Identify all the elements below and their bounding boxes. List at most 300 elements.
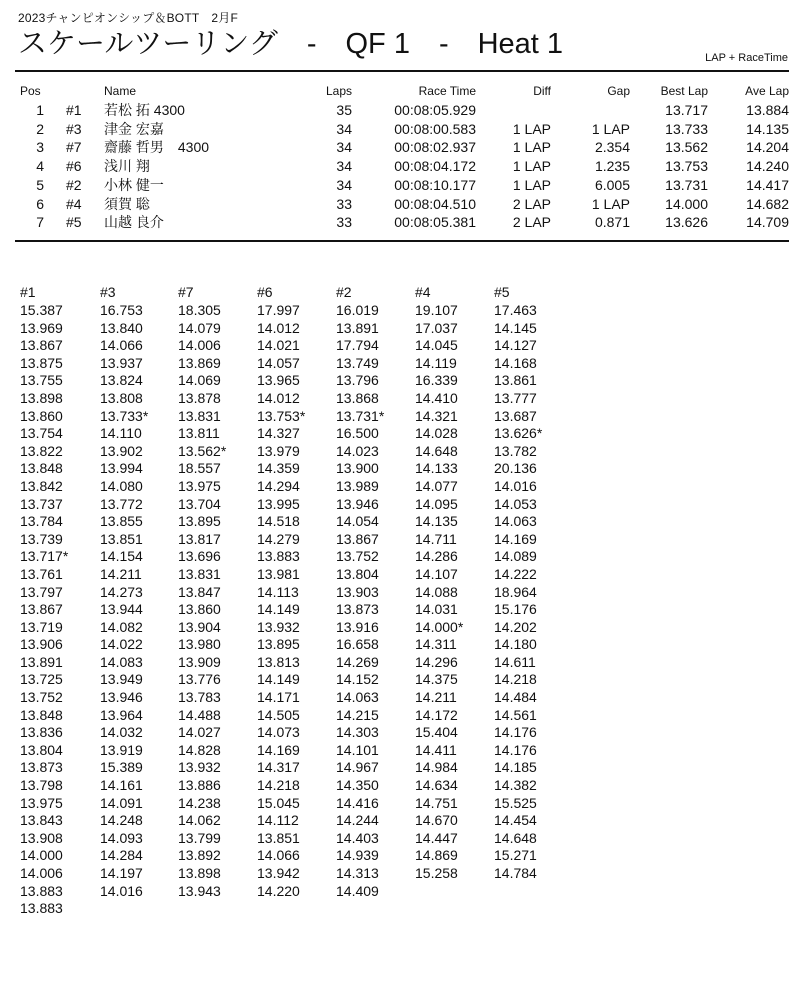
- lap-time: 14.416: [336, 794, 379, 811]
- result-car-number: #4: [66, 195, 82, 212]
- lap-time: 14.350: [336, 777, 379, 794]
- result-ave-lap: 14.204: [746, 139, 789, 156]
- lap-time: 13.965: [257, 372, 300, 389]
- result-ave-lap: 14.240: [746, 158, 789, 175]
- lap-time: 13.946: [336, 495, 379, 512]
- lap-time: 14.000: [20, 847, 63, 864]
- lap-column: [336, 302, 384, 900]
- lap-time: 13.861: [494, 372, 537, 389]
- lap-time: 16.658: [336, 636, 379, 653]
- result-race-time: 00:08:00.583: [394, 120, 476, 137]
- lap-time: 14.238: [178, 794, 221, 811]
- lap-time: 13.799: [178, 829, 221, 846]
- lap-time: 13.752: [336, 548, 379, 565]
- lap-column-header: #4: [415, 284, 431, 300]
- result-laps: 33: [336, 214, 352, 231]
- lap-time: 14.634: [415, 777, 458, 794]
- result-driver-name: 津金 宏嘉: [104, 120, 164, 137]
- lap-time: 13.731*: [336, 407, 385, 424]
- page-title: スケールツーリング - QF 1 - Heat 1: [18, 28, 564, 60]
- lap-time: 13.932: [257, 618, 300, 635]
- lap-time: 14.080: [100, 477, 143, 494]
- lap-time: 13.946: [100, 689, 143, 706]
- lap-time: 13.719: [20, 618, 63, 635]
- lap-time: 13.875: [20, 354, 63, 371]
- lap-time: 14.403: [336, 829, 379, 846]
- lap-time: 14.149: [257, 601, 300, 618]
- lap-time: 14.021: [257, 337, 300, 354]
- lap-time: 14.091: [100, 794, 143, 811]
- lap-time: 14.088: [415, 583, 458, 600]
- result-laps: 34: [336, 158, 352, 175]
- lap-time: 13.891: [336, 319, 379, 336]
- lap-time: 13.964: [100, 706, 143, 723]
- lap-time: 13.979: [257, 442, 300, 459]
- lap-time: 14.359: [257, 460, 300, 477]
- lap-time: 14.119: [415, 354, 457, 371]
- lap-time: 14.505: [257, 706, 300, 723]
- lap-time: 13.782: [494, 442, 537, 459]
- lap-time: 13.944: [100, 601, 143, 618]
- lap-time: 14.031: [415, 601, 458, 618]
- lap-time: 14.375: [415, 671, 458, 688]
- lap-time: 13.909: [178, 653, 221, 670]
- lap-time: 13.808: [100, 389, 143, 406]
- lap-time: 13.904: [178, 618, 221, 635]
- lap-time: 14.869: [415, 847, 458, 864]
- lap-time: 14.063: [494, 513, 537, 530]
- lap-time: 13.903: [336, 583, 379, 600]
- lap-time: 13.902: [100, 442, 143, 459]
- lap-time: 14.222: [494, 565, 537, 582]
- result-pos: 1: [36, 102, 44, 118]
- lap-time: 14.161: [100, 777, 143, 794]
- lap-column-header: #7: [178, 284, 194, 300]
- lap-time: 13.704: [178, 495, 221, 512]
- lap-time: 14.215: [336, 706, 379, 723]
- lap-time: 13.891: [20, 653, 63, 670]
- result-car-number: #5: [66, 214, 82, 231]
- result-race-time: 00:08:05.929: [394, 102, 476, 118]
- lap-time: 14.022: [100, 636, 143, 653]
- lap-time: 15.271: [494, 847, 537, 864]
- lap-time: 14.202: [494, 618, 537, 635]
- lap-time: 13.867: [20, 601, 63, 618]
- lap-time: 13.883: [20, 882, 63, 899]
- lap-time: 14.211: [415, 689, 457, 706]
- lap-time: 14.127: [494, 337, 537, 354]
- result-ave-lap: 14.682: [746, 195, 789, 212]
- lap-time: 14.382: [494, 777, 537, 794]
- lap-column: [100, 302, 148, 900]
- lap-time: 13.868: [336, 389, 379, 406]
- result-ave-lap: 14.709: [746, 214, 789, 231]
- lap-time: 13.840: [100, 319, 143, 336]
- lap-time: 13.989: [336, 477, 379, 494]
- lap-time: 13.851: [100, 530, 143, 547]
- lap-time: 13.811: [178, 425, 220, 442]
- result-gap: 6.005: [594, 176, 630, 193]
- lap-time: 13.822: [20, 442, 63, 459]
- result-diff: 1 LAP: [512, 139, 551, 156]
- lap-time: 18.557: [178, 460, 221, 477]
- result-diff: 1 LAP: [512, 158, 551, 175]
- lap-time: 13.784: [20, 513, 63, 530]
- result-ave-lap: 13.884: [746, 102, 789, 118]
- lap-time: 13.753*: [257, 407, 306, 424]
- lap-time: 14.171: [257, 689, 300, 706]
- lap-time: 13.867: [336, 530, 379, 547]
- col-header-gap: Gap: [607, 84, 630, 98]
- result-diff: 1 LAP: [512, 176, 551, 193]
- lap-time: 16.753: [100, 302, 143, 318]
- lap-time: 14.107: [415, 565, 458, 582]
- lap-time: 15.389: [100, 759, 143, 776]
- lap-time: 14.313: [336, 865, 379, 881]
- lap-time: 14.073: [257, 724, 300, 741]
- result-driver-name: 齋藤 哲男 4300: [104, 139, 210, 156]
- lap-time: 14.176: [494, 741, 537, 758]
- lap-column-header: #2: [336, 284, 352, 300]
- lap-column: [178, 302, 226, 900]
- result-pos: 6: [36, 195, 44, 212]
- lap-column: [257, 302, 305, 900]
- lap-time: 14.317: [257, 759, 300, 776]
- lap-time: 13.796: [336, 372, 379, 389]
- lap-time: 13.831: [178, 565, 221, 582]
- lap-time: 14.244: [336, 812, 379, 829]
- lap-time: 13.860: [20, 407, 63, 424]
- lap-time: 19.107: [415, 302, 458, 318]
- lap-time: 14.169: [494, 530, 537, 547]
- lap-time: 13.906: [20, 636, 63, 653]
- lap-time: 14.409: [336, 882, 379, 899]
- lap-time: 14.670: [415, 812, 458, 829]
- result-gap: 1.235: [594, 158, 630, 175]
- lap-time: 17.997: [257, 302, 300, 318]
- col-header-race-time: Race Time: [418, 84, 476, 98]
- result-car-number: #6: [66, 158, 82, 175]
- lap-time: 14.411: [415, 741, 457, 758]
- lap-time: 13.754: [20, 425, 63, 442]
- lap-time: 13.943: [178, 882, 221, 899]
- lap-time: 14.172: [415, 706, 458, 723]
- result-laps: 35: [336, 102, 352, 118]
- lap-time: 14.176: [494, 724, 537, 741]
- col-header-laps: Laps: [325, 84, 352, 98]
- lap-time: 13.798: [20, 777, 63, 794]
- lap-time: 13.892: [178, 847, 221, 864]
- lap-time: 14.016: [494, 477, 537, 494]
- title-mode-label: LAP + RaceTime: [705, 52, 788, 64]
- lap-column-header: #5: [494, 284, 510, 300]
- lap-time: 13.813: [257, 653, 300, 670]
- result-gap: 1 LAP: [591, 120, 630, 137]
- lap-time: 14.112: [257, 812, 299, 829]
- lap-time: 14.327: [257, 425, 300, 442]
- lap-time: 17.463: [494, 302, 537, 318]
- lap-time: 14.984: [415, 759, 458, 776]
- lap-time: 14.321: [415, 407, 458, 424]
- lap-time: 14.211: [100, 565, 142, 582]
- lap-time: 14.135: [415, 513, 458, 530]
- lap-time: 13.895: [257, 636, 300, 653]
- result-pos: 2: [36, 120, 44, 137]
- lap-time: 13.761: [20, 565, 63, 582]
- lap-time: 13.836: [20, 724, 63, 741]
- lap-time: 13.919: [100, 741, 143, 758]
- result-driver-name: 小林 健一: [104, 176, 164, 193]
- lap-time: 14.083: [100, 653, 143, 670]
- lap-column: [494, 302, 542, 883]
- lap-column-header: #1: [20, 284, 36, 300]
- lap-time: 14.006: [178, 337, 221, 354]
- result-pos: 7: [36, 214, 44, 231]
- lap-time: 16.339: [415, 372, 458, 389]
- lap-time: 14.113: [257, 583, 299, 600]
- lap-time: 13.847: [178, 583, 221, 600]
- lap-time: 13.737: [20, 495, 63, 512]
- result-ave-lap: 14.135: [746, 120, 789, 137]
- lap-time: 16.019: [336, 302, 379, 318]
- lap-time: 14.152: [336, 671, 379, 688]
- lap-time: 13.908: [20, 829, 63, 846]
- lap-time: 13.842: [20, 477, 63, 494]
- result-car-number: #7: [66, 139, 82, 156]
- lap-time: 13.797: [20, 583, 63, 600]
- lap-time: 14.967: [336, 759, 379, 776]
- lap-time: 18.964: [494, 583, 537, 600]
- result-best-lap: 13.717: [665, 102, 708, 118]
- lap-time: 13.696: [178, 548, 221, 565]
- lap-time: 14.053: [494, 495, 537, 512]
- lap-time: 14.066: [257, 847, 300, 864]
- lap-time: 13.749: [336, 354, 379, 371]
- result-driver-name: 若松 拓 4300: [104, 102, 185, 118]
- lap-time: 14.828: [178, 741, 221, 758]
- lap-time: 14.062: [178, 812, 221, 829]
- lap-time: 14.066: [100, 337, 143, 354]
- result-best-lap: 14.000: [665, 195, 708, 212]
- lap-time: 14.269: [336, 653, 379, 670]
- result-race-time: 00:08:02.937: [394, 139, 476, 156]
- lap-time: 13.739: [20, 530, 63, 547]
- result-car-number: #3: [66, 120, 82, 137]
- lap-time: 13.776: [178, 671, 221, 688]
- lap-time: 13.898: [178, 865, 221, 881]
- result-pos: 5: [36, 176, 44, 193]
- lap-time: 13.777: [494, 389, 537, 406]
- lap-time: 16.500: [336, 425, 379, 442]
- lap-time: 13.851: [257, 829, 300, 846]
- lap-time: 13.687: [494, 407, 537, 424]
- lap-time: 14.093: [100, 829, 143, 846]
- result-best-lap: 13.753: [665, 158, 708, 175]
- lap-time: 13.869: [178, 354, 221, 371]
- lap-time: 15.258: [415, 865, 458, 881]
- lap-time: 14.169: [257, 741, 300, 758]
- lap-time: 14.273: [100, 583, 143, 600]
- lap-time: 14.082: [100, 618, 143, 635]
- lap-time: 14.611: [494, 653, 536, 670]
- lap-time: 14.218: [494, 671, 537, 688]
- result-gap: 1 LAP: [591, 195, 630, 212]
- result-laps: 34: [336, 139, 352, 156]
- lap-time: 14.012: [257, 319, 300, 336]
- lap-time: 14.220: [257, 882, 300, 899]
- lap-time: 14.095: [415, 495, 458, 512]
- lap-time: 13.848: [20, 706, 63, 723]
- lap-time: 17.794: [336, 337, 379, 354]
- lap-time: 13.772: [100, 495, 143, 512]
- lap-time: 13.900: [336, 460, 379, 477]
- lap-column-header: #3: [100, 284, 116, 300]
- result-driver-name: 須賀 聡: [104, 195, 150, 212]
- lap-time: 14.110: [100, 425, 142, 442]
- lap-time: 14.028: [415, 425, 458, 442]
- lap-time: 14.447: [415, 829, 458, 846]
- lap-time: 14.296: [415, 653, 458, 670]
- lap-time: 14.286: [415, 548, 458, 565]
- lap-time: 13.867: [20, 337, 63, 354]
- lap-time: 17.037: [415, 319, 458, 336]
- lap-time: 14.197: [100, 865, 143, 881]
- col-header-ave-lap: Ave Lap: [745, 84, 789, 98]
- lap-time: 13.626*: [494, 425, 543, 442]
- result-driver-name: 浅川 翔: [104, 158, 150, 175]
- lap-time: 20.136: [494, 460, 537, 477]
- lap-time: 14.410: [415, 389, 458, 406]
- col-header-name: Name: [104, 84, 137, 98]
- lap-time: 14.079: [178, 319, 221, 336]
- lap-time: 14.311: [415, 636, 457, 653]
- result-best-lap: 13.626: [665, 214, 708, 231]
- lap-time: 13.916: [336, 618, 379, 635]
- lap-time: 14.149: [257, 671, 300, 688]
- lap-time: 13.942: [257, 865, 300, 881]
- result-race-time: 00:08:05.381: [394, 214, 476, 231]
- result-race-time: 00:08:04.172: [394, 158, 476, 175]
- lap-time: 15.045: [257, 794, 300, 811]
- top-rule: [15, 70, 789, 72]
- lap-time: 13.824: [100, 372, 143, 389]
- lap-time: 14.648: [415, 442, 458, 459]
- lap-time: 14.561: [494, 706, 537, 723]
- lap-time: 15.387: [20, 302, 63, 318]
- result-ave-lap: 14.417: [746, 176, 789, 193]
- lap-time: 14.248: [100, 812, 143, 829]
- lap-time: 13.883: [257, 548, 300, 565]
- lap-time: 13.981: [257, 565, 300, 582]
- lap-time: 13.783: [178, 689, 221, 706]
- result-pos: 3: [36, 139, 44, 156]
- lap-time: 14.484: [494, 689, 537, 706]
- subtitle: 2023チャンピオンシップ＆BOTT 2月F: [18, 11, 238, 25]
- lap-time: 13.873: [20, 759, 63, 776]
- lap-time: 14.154: [100, 548, 143, 565]
- lap-time: 14.032: [100, 724, 143, 741]
- lap-time: 13.717*: [20, 548, 69, 565]
- lap-time: 13.843: [20, 812, 63, 829]
- lap-column-header: #6: [257, 284, 273, 300]
- lap-time: 13.725: [20, 671, 63, 688]
- lap-time: 13.752: [20, 689, 63, 706]
- lap-time: 14.089: [494, 548, 537, 565]
- result-driver-name: 山越 良介: [104, 214, 164, 231]
- lap-time: 14.303: [336, 724, 379, 741]
- lap-time: 13.855: [100, 513, 143, 530]
- result-best-lap: 13.731: [665, 176, 708, 193]
- lap-time: 14.751: [415, 794, 458, 811]
- bottom-rule: [15, 240, 789, 242]
- lap-time: 14.012: [257, 389, 300, 406]
- lap-time: 13.895: [178, 513, 221, 530]
- lap-time: 13.878: [178, 389, 221, 406]
- lap-time: 13.975: [178, 477, 221, 494]
- lap-time: 15.525: [494, 794, 537, 811]
- lap-time: 14.133: [415, 460, 458, 477]
- lap-time: 14.023: [336, 442, 379, 459]
- col-header-diff: Diff: [533, 84, 551, 98]
- result-gap: 0.871: [594, 214, 630, 231]
- result-race-time: 00:08:04.510: [394, 195, 476, 212]
- lap-time: 14.054: [336, 513, 379, 530]
- lap-time: 14.077: [415, 477, 458, 494]
- lap-time: 13.980: [178, 636, 221, 653]
- lap-time: 14.145: [494, 319, 537, 336]
- lap-time: 13.733*: [100, 407, 149, 424]
- lap-time: 14.488: [178, 706, 221, 723]
- result-diff: 2 LAP: [512, 195, 551, 212]
- result-race-time: 00:08:10.177: [394, 176, 476, 193]
- lap-time: 13.873: [336, 601, 379, 618]
- lap-time: 14.185: [494, 759, 537, 776]
- lap-time: 14.518: [257, 513, 300, 530]
- result-laps: 34: [336, 120, 352, 137]
- lap-time: 13.949: [100, 671, 143, 688]
- lap-time: 14.784: [494, 865, 537, 881]
- lap-column: [20, 302, 68, 918]
- col-header-best-lap: Best Lap: [660, 84, 708, 98]
- lap-time: 14.045: [415, 337, 458, 354]
- lap-time: 13.831: [178, 407, 221, 424]
- result-best-lap: 13.733: [665, 120, 708, 137]
- result-car-number: #1: [66, 102, 82, 118]
- lap-time: 14.711: [415, 530, 457, 547]
- result-gap: 2.354: [594, 139, 630, 156]
- lap-time: 14.939: [336, 847, 379, 864]
- lap-time: 13.975: [20, 794, 63, 811]
- lap-time: 14.648: [494, 829, 537, 846]
- lap-time: 13.994: [100, 460, 143, 477]
- lap-time: 14.016: [100, 882, 143, 899]
- result-car-number: #2: [66, 176, 82, 193]
- result-pos: 4: [36, 158, 44, 175]
- lap-time: 13.755: [20, 372, 63, 389]
- lap-time: 14.027: [178, 724, 221, 741]
- lap-time: 14.454: [494, 812, 537, 829]
- lap-time: 14.057: [257, 354, 300, 371]
- result-laps: 34: [336, 176, 352, 193]
- lap-time: 14.069: [178, 372, 221, 389]
- lap-time: 13.937: [100, 354, 143, 371]
- lap-time: 13.817: [178, 530, 221, 547]
- lap-time: 14.168: [494, 354, 537, 371]
- lap-time: 14.279: [257, 530, 300, 547]
- lap-time: 14.101: [336, 741, 379, 758]
- lap-time: 13.932: [178, 759, 221, 776]
- lap-time: 14.180: [494, 636, 537, 653]
